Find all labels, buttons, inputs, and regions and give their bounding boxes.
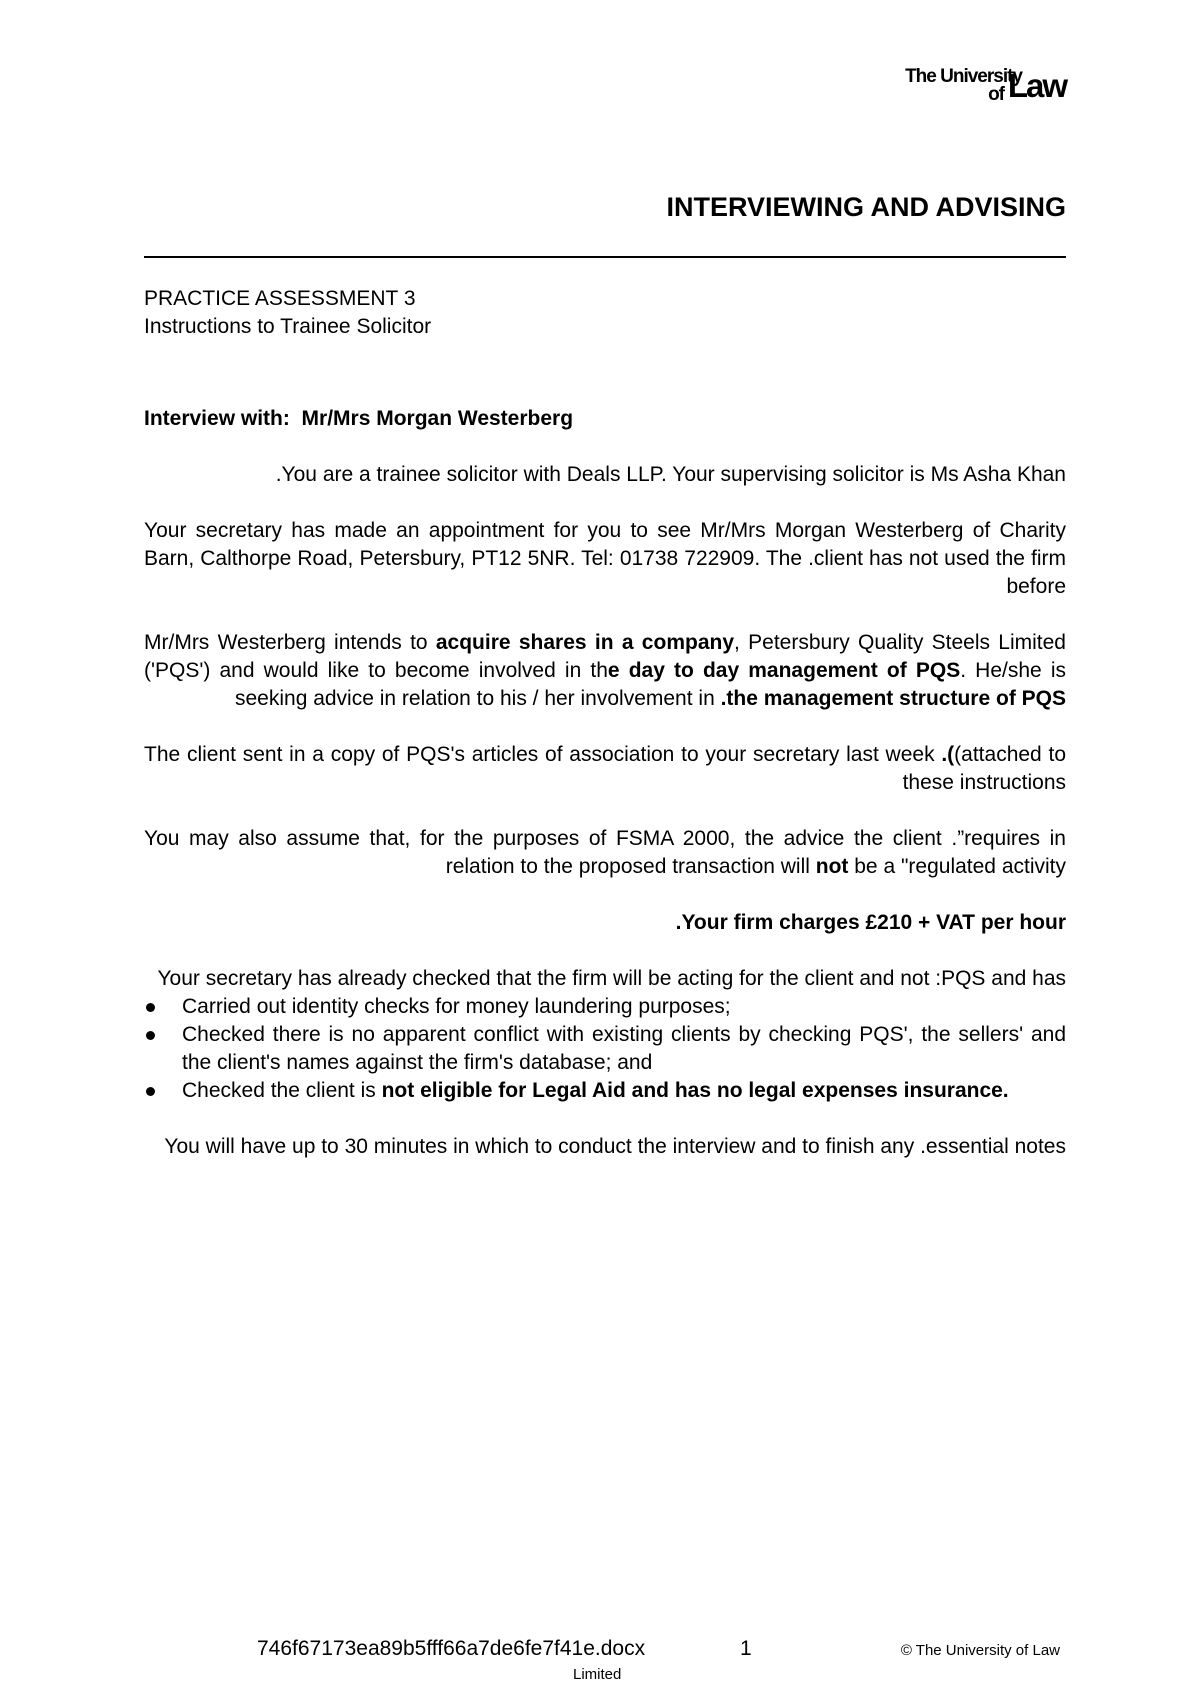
footer-copyright: © The University of Law <box>900 1642 1060 1659</box>
footer-filename: 746f67173ea89b5fff66a7de6fe7f41e.docx <box>257 1637 646 1660</box>
paragraph-acquisition <box>144 629 1066 713</box>
bullet-text-3b: not eligible for Legal Aid and has no legal expenses insurance. <box>381 1079 1009 1102</box>
p5-text-a: You may also assume that, for the purposes of FSMA 2000, the advice the client .”requires in relation to the proposed transaction will <box>144 827 1066 878</box>
bullet-icon <box>146 1003 155 1012</box>
p4-text-c: (attached to these instructions <box>902 743 1067 794</box>
p3-bold-b: acquire shares in a company <box>435 631 735 654</box>
paragraph-time-limit: You will have up to 30 minutes in which to conduct the interview and to finish any .essential notes <box>164 1135 1066 1158</box>
assessment-line-1: PRACTICE ASSESSMENT 3 <box>144 287 416 310</box>
paragraph-appointment: Your secretary has made an appointment for you to see Mr/Mrs Morgan Westerberg of Charity Barn, Calthorpe Road, Petersbury, PT12 5NR. Tel: 01738 722909. The .client has not used the firm before <box>144 519 1066 598</box>
interview-label: Interview with: <box>144 407 290 430</box>
p3-text-c: , Petersbury Quality Steels Limited ('PQS') and would like to become involved in th <box>144 631 1066 682</box>
footer-limited: Limited <box>573 1666 622 1683</box>
bullet-text-3a: Checked the client is <box>182 1079 382 1102</box>
interview-heading <box>144 405 1066 433</box>
paragraph-articles <box>144 741 1066 797</box>
list-item <box>144 993 1066 1021</box>
paragraph-fees: .Your firm charges £210 + VAT per hour <box>675 911 1066 934</box>
bullet-text-1: Carried out identity checks for money laundering purposes; <box>182 995 731 1018</box>
interview-client: Mr/Mrs Morgan Westerberg <box>301 407 574 430</box>
list-item <box>144 1077 1066 1105</box>
document-title: INTERVIEWING AND ADVISING <box>666 192 1066 222</box>
document-body <box>144 285 1066 1161</box>
title-divider <box>144 256 1066 258</box>
p3-bold-d: e day to day management of PQS <box>607 659 961 682</box>
paragraph-trainee: .You are a trainee solicitor with Deals LLP. Your supervising solicitor is Ms Asha Khan <box>275 463 1066 486</box>
paragraph-checks-intro: Your secretary has already checked that the firm will be acting for the client and not :PQS and has <box>157 967 1066 990</box>
assessment-line-2: Instructions to Trainee Solicitor <box>144 315 432 338</box>
footer-page-number: 1 <box>740 1637 752 1660</box>
checks-list <box>144 993 1066 1105</box>
bullet-text-2: Checked there is no apparent conflict with existing clients by checking PQS', the sellers' and the client's names against the firm's database; and <box>182 1023 1066 1074</box>
logo-line-1: The University <box>905 66 1022 87</box>
bullet-icon <box>146 1031 155 1040</box>
logo-line-3: Law <box>1007 67 1066 104</box>
university-logo <box>846 60 1066 110</box>
bullet-icon <box>146 1087 155 1096</box>
list-item <box>144 1021 1066 1077</box>
p3-bold-f: .the management structure of PQS <box>720 687 1066 710</box>
p3-text-e: . He/she is seeking advice in relation to his / her involvement in <box>234 659 1067 710</box>
p3-text-a: Mr/Mrs Westerberg intends to <box>144 631 436 654</box>
p5-text-c: be a "regulated activity <box>848 855 1066 878</box>
p4-bold-b: .( <box>941 743 955 766</box>
paragraph-fsma <box>144 825 1066 881</box>
logo-line-2: of <box>988 84 1004 105</box>
p4-text-a: The client sent in a copy of PQS's articles of association to your secretary last week <box>144 743 942 766</box>
p5-bold-b: not <box>815 855 849 878</box>
